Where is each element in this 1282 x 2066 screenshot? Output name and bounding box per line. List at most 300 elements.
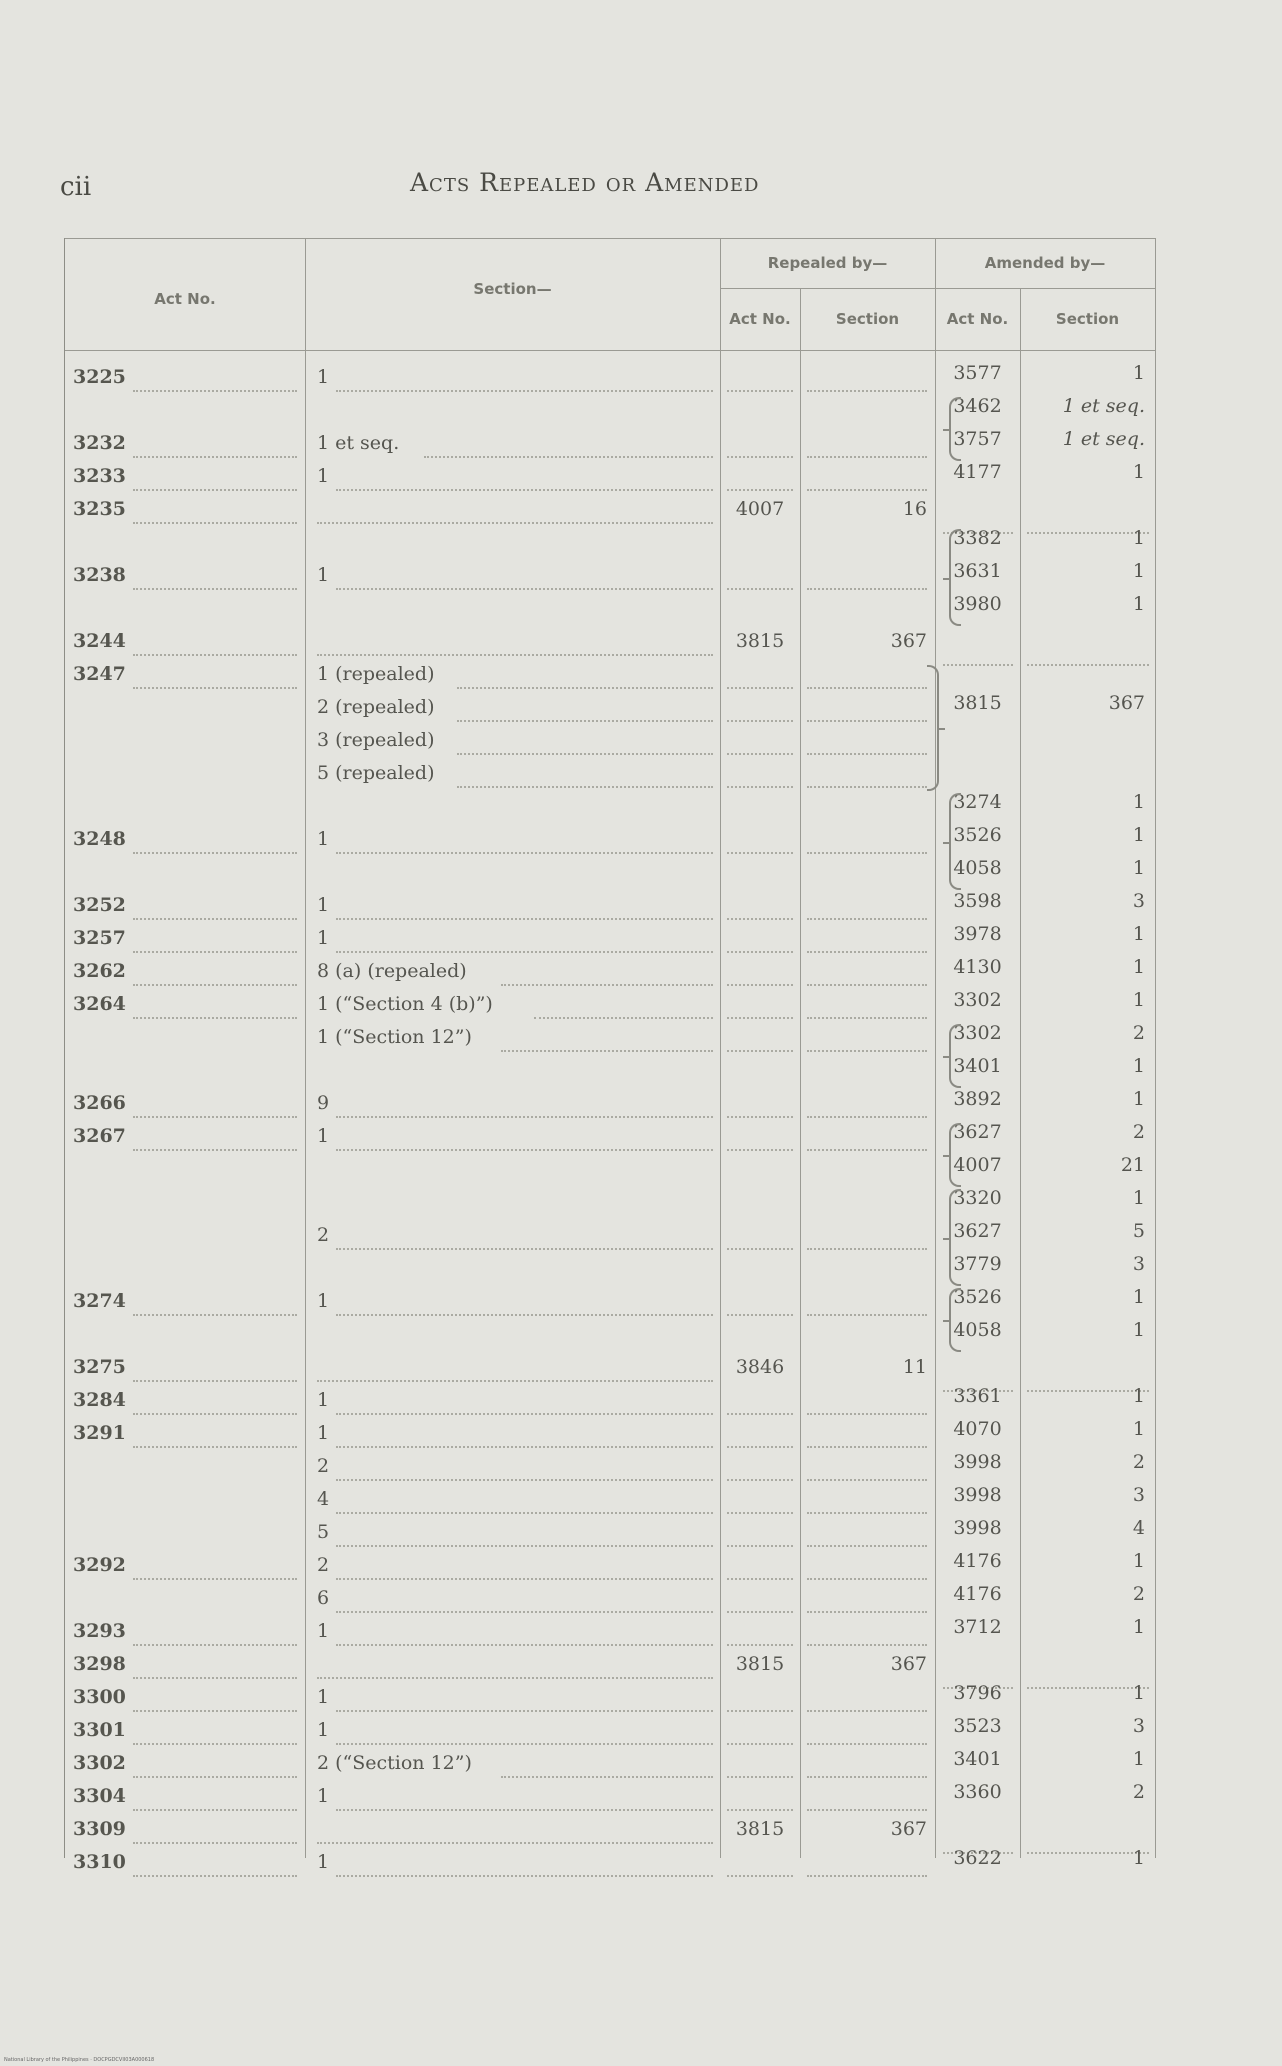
page-title: [410, 168, 759, 197]
section-text: 9: [317, 1092, 330, 1114]
table-top-rule: [65, 238, 1155, 239]
section-leader: [317, 1677, 713, 1679]
amended-act-no: 4176: [953, 1583, 1002, 1605]
amended-section: 5: [1132, 1220, 1145, 1242]
section-text: 1: [317, 1290, 330, 1312]
repealed-act-no: 4007: [735, 498, 785, 520]
section-leader: [336, 1446, 713, 1448]
amended-act-no: 3627: [953, 1121, 1002, 1143]
act-leader: [133, 918, 297, 920]
repealed-leader: [807, 1050, 927, 1052]
act-number: 3235: [73, 498, 126, 520]
section-text: 2: [317, 1455, 330, 1477]
section-leader: [317, 522, 713, 524]
section-leader: [336, 1545, 713, 1547]
section-text: 1 et seq.: [317, 432, 400, 454]
section-leader: [336, 1644, 713, 1646]
section-leader: [336, 588, 713, 590]
amended-leader: [1027, 664, 1149, 666]
repealed-leader: [807, 1479, 927, 1481]
amended-act-no: 3980: [953, 593, 1002, 615]
amended-section: 3: [1132, 1484, 1145, 1506]
section-text: 1: [317, 828, 330, 850]
repealed-leader: [807, 1149, 927, 1151]
act-leader: [133, 687, 297, 689]
col-rule: [305, 238, 306, 1858]
grouping-brace: [949, 1189, 961, 1286]
act-leader: [133, 1644, 297, 1646]
repealed-leader: [807, 1611, 927, 1613]
repealed-leader: [727, 753, 793, 755]
col-rule: [1155, 238, 1156, 1858]
repealed-leader: [727, 1446, 793, 1448]
amended-section: 4: [1132, 1517, 1145, 1539]
section-text: 1 (“Section 12”): [317, 1026, 472, 1048]
section-leader: [317, 1842, 713, 1844]
repealed-leader: [727, 1875, 793, 1877]
section-leader: [424, 456, 713, 458]
amended-section: 1: [1132, 461, 1145, 483]
act-number: 3232: [73, 432, 126, 454]
section-leader: [336, 852, 713, 854]
repealed-leader: [807, 918, 927, 920]
section-text: 2: [317, 1554, 330, 1576]
amended-act-no: 3998: [953, 1451, 1002, 1473]
grouping-brace: [949, 1024, 961, 1088]
amended-section: 1: [1132, 1847, 1145, 1869]
repealed-leader: [807, 1545, 927, 1547]
act-number: 3247: [73, 663, 126, 685]
header-section: Section—: [473, 280, 552, 298]
repealed-leader: [807, 1710, 927, 1712]
repealed-leader: [807, 753, 927, 755]
act-number: 3275: [73, 1356, 126, 1378]
section-leader: [336, 1875, 713, 1877]
repealed-leader: [727, 1512, 793, 1514]
act-leader: [133, 1380, 297, 1382]
repealed-leader: [727, 1248, 793, 1250]
header-amended-act-no: Act No.: [946, 310, 1009, 328]
section-text: 1: [317, 1620, 330, 1642]
amended-section: 2: [1132, 1781, 1145, 1803]
repealed-leader: [807, 1116, 927, 1118]
header-bottom-rule: [65, 350, 1155, 351]
repealed-leader: [727, 1116, 793, 1118]
repealed-leader: [807, 1776, 927, 1778]
section-text: 1: [317, 1389, 330, 1411]
repealed-leader: [807, 1809, 927, 1811]
amended-act-no: 3274: [953, 791, 1002, 813]
amended-section: 367: [1108, 692, 1145, 714]
repealed-leader: [727, 1776, 793, 1778]
act-number: 3225: [73, 366, 126, 388]
repealed-leader: [727, 786, 793, 788]
act-leader: [133, 654, 297, 656]
amended-act-no: 3978: [953, 923, 1002, 945]
repealed-leader: [727, 1050, 793, 1052]
act-leader: [133, 1776, 297, 1778]
amended-act-no: 4130: [953, 956, 1002, 978]
repealed-leader: [807, 984, 927, 986]
section-leader: [336, 390, 713, 392]
act-leader: [133, 1017, 297, 1019]
amended-act-no: 3892: [953, 1088, 1002, 1110]
repealed-leader: [727, 489, 793, 491]
amended-section: 1: [1132, 1418, 1145, 1440]
repealed-leader: [807, 1875, 927, 1877]
repealed-leader: [727, 1578, 793, 1580]
act-number: 3266: [73, 1092, 126, 1114]
repealed-section: 367: [890, 1818, 927, 1840]
amended-act-no: 3526: [953, 824, 1002, 846]
act-leader: [133, 1314, 297, 1316]
section-leader: [336, 951, 713, 953]
section-leader: [501, 1776, 713, 1778]
amended-act-no: 3401: [953, 1748, 1002, 1770]
repealed-leader: [807, 489, 927, 491]
section-leader: [336, 1578, 713, 1580]
amended-act-no: 3631: [953, 560, 1002, 582]
amended-section: 3: [1132, 1253, 1145, 1275]
act-number: 3291: [73, 1422, 126, 1444]
repealed-leader: [807, 852, 927, 854]
act-leader: [133, 1116, 297, 1118]
act-leader: [133, 1842, 297, 1844]
grouping-brace: [949, 1123, 961, 1187]
repealed-section: 367: [890, 630, 927, 652]
section-leader: [336, 1413, 713, 1415]
section-leader: [336, 1611, 713, 1613]
amended-section: 1: [1132, 791, 1145, 813]
amended-section: 1: [1132, 857, 1145, 879]
amended-act-no: 3577: [953, 362, 1002, 384]
repealed-leader: [727, 1545, 793, 1547]
section-text: 6: [317, 1587, 330, 1609]
section-leader: [317, 1380, 713, 1382]
act-leader: [133, 1413, 297, 1415]
act-number: 3300: [73, 1686, 126, 1708]
section-leader: [336, 1149, 713, 1151]
amended-section: 1: [1132, 989, 1145, 1011]
section-leader: [336, 489, 713, 491]
repealed-leader: [727, 687, 793, 689]
section-text: 1: [317, 1785, 330, 1807]
amended-act-no: 4058: [953, 1319, 1002, 1341]
section-leader: [534, 1017, 713, 1019]
amended-section: 1: [1132, 956, 1145, 978]
repealed-leader: [807, 1743, 927, 1745]
act-number: 3233: [73, 465, 126, 487]
amended-act-no: 3627: [953, 1220, 1002, 1242]
section-leader: [457, 753, 713, 755]
grouping-brace: [949, 793, 961, 890]
act-number: 3248: [73, 828, 126, 850]
amended-act-no: 3302: [953, 989, 1002, 1011]
act-number: 3264: [73, 993, 126, 1015]
section-text: 1: [317, 927, 330, 949]
repealed-leader: [727, 1413, 793, 1415]
col-rule: [935, 238, 936, 1858]
amended-section: 1: [1132, 362, 1145, 384]
section-leader: [336, 1809, 713, 1811]
section-text: 2 (repealed): [317, 696, 435, 718]
amended-section: 1: [1132, 1286, 1145, 1308]
act-leader: [133, 489, 297, 491]
amended-section: 1: [1132, 1319, 1145, 1341]
amended-act-no: 3523: [953, 1715, 1002, 1737]
repealed-leader: [807, 1578, 927, 1580]
amended-act-no: 3401: [953, 1055, 1002, 1077]
amended-section: 1: [1132, 527, 1145, 549]
acts-table: [64, 238, 1155, 1873]
repealed-leader: [727, 1611, 793, 1613]
repealed-section: 16: [902, 498, 927, 520]
amended-act-no: 3796: [953, 1682, 1002, 1704]
amended-section: 1: [1132, 1055, 1145, 1077]
act-leader: [133, 1149, 297, 1151]
act-leader: [133, 984, 297, 986]
amended-section: 1: [1132, 593, 1145, 615]
header-act-no: Act No.: [154, 290, 216, 308]
amended-section: 1 et seq.: [1062, 428, 1145, 450]
section-text: 3 (repealed): [317, 729, 435, 751]
section-text: 1: [317, 366, 330, 388]
section-text: 1: [317, 1719, 330, 1741]
repealed-leader: [727, 1743, 793, 1745]
amended-section: 1 et seq.: [1062, 395, 1145, 417]
act-number: 3310: [73, 1851, 126, 1873]
repealed-leader: [807, 786, 927, 788]
amended-act-no: 4177: [953, 461, 1002, 483]
act-leader: [133, 852, 297, 854]
act-leader: [133, 1578, 297, 1580]
act-number: 3244: [73, 630, 126, 652]
header-repealed-by: Repealed by—: [767, 254, 888, 272]
amended-act-no: 3526: [953, 1286, 1002, 1308]
repealed-leader: [727, 951, 793, 953]
repealed-leader: [807, 588, 927, 590]
repealed-leader: [727, 390, 793, 392]
amended-leader: [943, 664, 1013, 666]
act-number: 3293: [73, 1620, 126, 1642]
amended-section: 1: [1132, 560, 1145, 582]
amended-section: 2: [1132, 1121, 1145, 1143]
section-text: 1 (“Section 4 (b)”): [317, 993, 493, 1015]
footer-credit: National Library of the Philippines · DOCPGDCVII03A000618: [4, 2057, 155, 2063]
section-text: 2 (“Section 12”): [317, 1752, 472, 1774]
act-number: 3301: [73, 1719, 126, 1741]
header-repealed-act-no: Act No.: [729, 310, 791, 328]
col-rule: [720, 238, 721, 1858]
amended-act-no: 3598: [953, 890, 1002, 912]
section-text: 4: [317, 1488, 330, 1510]
repealed-act-no: 3846: [735, 1356, 785, 1378]
amended-act-no: 3815: [953, 692, 1002, 714]
amended-section: 1: [1132, 1088, 1145, 1110]
title-word: Acts: [410, 168, 471, 197]
amended-section: 2: [1132, 1583, 1145, 1605]
section-leader: [501, 984, 713, 986]
title-word: Repealed: [479, 168, 597, 197]
repealed-leader: [807, 1017, 927, 1019]
act-leader: [133, 1446, 297, 1448]
col-rule: [800, 288, 801, 1858]
amended-act-no: 3360: [953, 1781, 1002, 1803]
amended-section: 1: [1132, 923, 1145, 945]
repealed-leader: [727, 1644, 793, 1646]
repealed-leader: [807, 1413, 927, 1415]
amended-section: 2: [1132, 1022, 1145, 1044]
repealed-leader: [807, 1512, 927, 1514]
amended-act-no: 4007: [953, 1154, 1002, 1176]
repealed-section: 367: [890, 1653, 927, 1675]
section-text: 1 (repealed): [317, 663, 435, 685]
section-leader: [457, 687, 713, 689]
amended-section: 1: [1132, 824, 1145, 846]
act-number: 3284: [73, 1389, 126, 1411]
section-text: 1: [317, 894, 330, 916]
repealed-leader: [807, 1644, 927, 1646]
amended-section: 1: [1132, 1187, 1145, 1209]
act-number: 3274: [73, 1290, 126, 1312]
repealed-leader: [807, 720, 927, 722]
header-split-rule: [720, 288, 1155, 289]
act-leader: [133, 390, 297, 392]
amended-act-no: 3712: [953, 1616, 1002, 1638]
repealed-act-no: 3815: [735, 1653, 785, 1675]
amended-section: 1: [1132, 1616, 1145, 1638]
amended-act-no: 3622: [953, 1847, 1002, 1869]
act-leader: [133, 1677, 297, 1679]
header-amended-by: Amended by—: [984, 254, 1106, 272]
repealed-act-no: 3815: [735, 1818, 785, 1840]
amended-act-no: 3462: [953, 395, 1002, 417]
section-text: 1: [317, 564, 330, 586]
col-rule: [1020, 288, 1021, 1858]
act-number: 3252: [73, 894, 126, 916]
section-text: 2: [317, 1224, 330, 1246]
header-amended-section: Section: [1055, 310, 1120, 328]
repealed-leader: [727, 720, 793, 722]
title-word: Amended: [645, 168, 760, 197]
repealed-leader: [727, 918, 793, 920]
page-number: cii: [60, 172, 92, 202]
amended-section: 1: [1132, 1385, 1145, 1407]
section-leader: [317, 654, 713, 656]
header-repealed-section: Section: [835, 310, 900, 328]
amended-section: 3: [1132, 1715, 1145, 1737]
amended-section: 1: [1132, 1550, 1145, 1572]
act-leader: [133, 522, 297, 524]
amended-act-no: 3998: [953, 1484, 1002, 1506]
repealed-leader: [727, 1017, 793, 1019]
amended-act-no: 3302: [953, 1022, 1002, 1044]
repealed-leader: [727, 1314, 793, 1316]
repealed-section: 11: [902, 1356, 927, 1378]
section-leader: [336, 918, 713, 920]
section-leader: [336, 1314, 713, 1316]
repealed-act-no: 3815: [735, 630, 785, 652]
section-text: 8 (a) (repealed): [317, 960, 467, 982]
repealed-leader: [807, 951, 927, 953]
act-number: 3304: [73, 1785, 126, 1807]
section-text: 1: [317, 1422, 330, 1444]
act-number: 3238: [73, 564, 126, 586]
repealed-leader: [727, 1809, 793, 1811]
section-leader: [457, 720, 713, 722]
amended-section: 3: [1132, 890, 1145, 912]
repealed-leader: [807, 1314, 927, 1316]
section-text: 5 (repealed): [317, 762, 435, 784]
section-text: 1: [317, 465, 330, 487]
repealed-leader: [807, 1248, 927, 1250]
section-leader: [457, 786, 713, 788]
act-leader: [133, 1875, 297, 1877]
act-leader: [133, 588, 297, 590]
repealed-leader: [807, 1446, 927, 1448]
amended-section: 21: [1120, 1154, 1145, 1176]
act-number: 3267: [73, 1125, 126, 1147]
grouping-brace: [949, 397, 961, 461]
section-leader: [336, 1479, 713, 1481]
act-number: 3262: [73, 960, 126, 982]
amended-act-no: 4176: [953, 1550, 1002, 1572]
repealed-leader: [727, 984, 793, 986]
amended-section: 1: [1132, 1748, 1145, 1770]
grouping-brace: [927, 665, 939, 791]
amended-section: 1: [1132, 1682, 1145, 1704]
act-leader: [133, 1809, 297, 1811]
act-number: 3257: [73, 927, 126, 949]
grouping-brace: [949, 529, 961, 626]
section-text: 1: [317, 1686, 330, 1708]
section-leader: [336, 1512, 713, 1514]
act-leader: [133, 951, 297, 953]
repealed-leader: [727, 1710, 793, 1712]
amended-section: 2: [1132, 1451, 1145, 1473]
amended-act-no: 4058: [953, 857, 1002, 879]
act-number: 3302: [73, 1752, 126, 1774]
act-number: 3309: [73, 1818, 126, 1840]
amended-act-no: 3382: [953, 527, 1002, 549]
amended-act-no: 4070: [953, 1418, 1002, 1440]
amended-act-no: 3361: [953, 1385, 1002, 1407]
repealed-leader: [727, 456, 793, 458]
amended-act-no: 3779: [953, 1253, 1002, 1275]
amended-act-no: 3757: [953, 428, 1002, 450]
section-leader: [336, 1710, 713, 1712]
repealed-leader: [727, 588, 793, 590]
repealed-leader: [727, 1479, 793, 1481]
act-number: 3292: [73, 1554, 126, 1576]
section-text: 1: [317, 1851, 330, 1873]
section-leader: [336, 1743, 713, 1745]
repealed-leader: [727, 852, 793, 854]
act-leader: [133, 1743, 297, 1745]
amended-act-no: 3320: [953, 1187, 1002, 1209]
act-number: 3298: [73, 1653, 126, 1675]
grouping-brace: [949, 1288, 961, 1352]
title-word: or: [605, 168, 637, 197]
section-leader: [501, 1050, 713, 1052]
repealed-leader: [807, 456, 927, 458]
act-leader: [133, 1710, 297, 1712]
section-leader: [336, 1116, 713, 1118]
act-leader: [133, 456, 297, 458]
repealed-leader: [807, 687, 927, 689]
repealed-leader: [807, 390, 927, 392]
section-text: 5: [317, 1521, 330, 1543]
